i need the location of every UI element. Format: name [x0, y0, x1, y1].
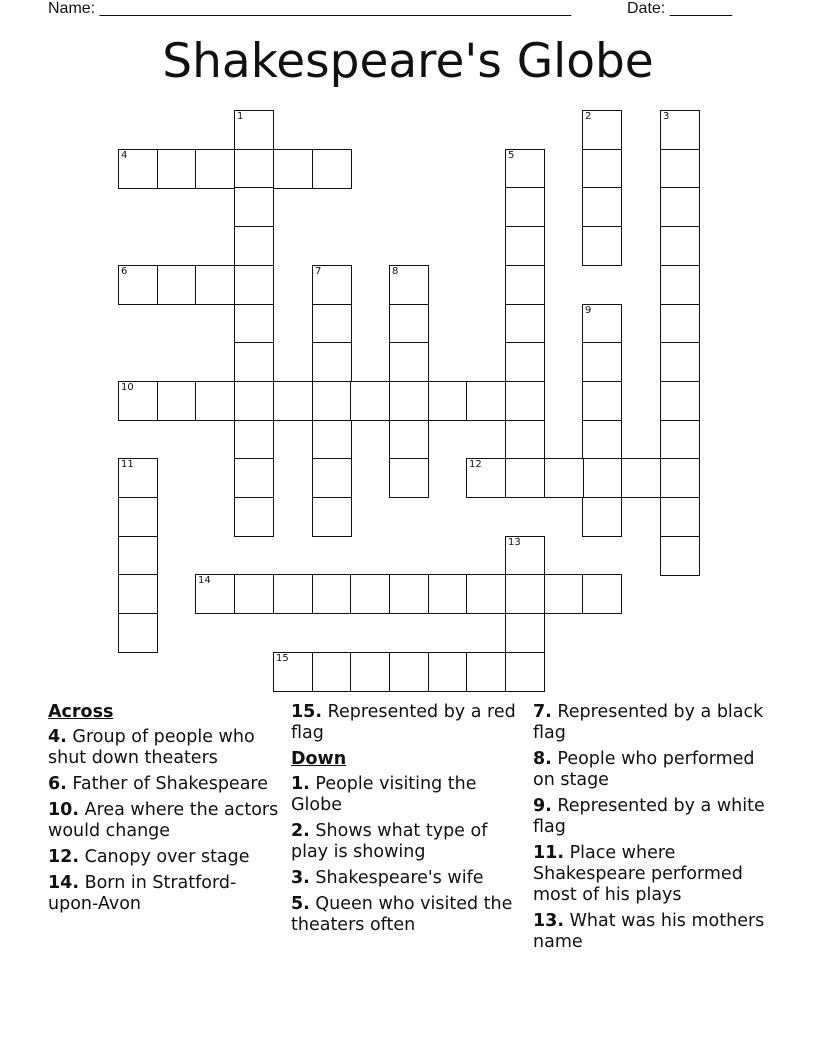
grid-cell[interactable]: [660, 497, 700, 537]
page-title: Shakespeare's Globe: [162, 34, 654, 89]
clue-across-4: 4. Group of people who shut down theaters: [48, 727, 255, 768]
clue-number: 5: [508, 150, 515, 161]
clue-number: 4: [121, 150, 128, 161]
grid-cell[interactable]: [660, 149, 700, 189]
grid-cell[interactable]: [660, 110, 700, 150]
grid-cell[interactable]: [273, 652, 313, 692]
grid-cell[interactable]: [660, 187, 700, 227]
grid-cell[interactable]: [312, 381, 352, 421]
grid-cell[interactable]: [505, 342, 545, 382]
clue-number: 6: [121, 266, 128, 277]
grid-cell[interactable]: [350, 381, 390, 421]
grid-cell[interactable]: [389, 420, 429, 460]
grid-cell[interactable]: [428, 574, 468, 614]
name-field-label[interactable]: Name: _____________________________________________________: [48, 0, 572, 17]
grid-cell[interactable]: [118, 574, 158, 614]
grid-cell[interactable]: [273, 149, 313, 189]
grid-cell[interactable]: [466, 458, 506, 498]
clue-number: 15: [276, 653, 289, 664]
grid-cell[interactable]: [234, 149, 274, 189]
clue-number: 9: [585, 305, 592, 316]
grid-cell[interactable]: [505, 149, 545, 189]
grid-cell[interactable]: [312, 342, 352, 382]
clue-number: 12: [469, 459, 482, 470]
clues-column-1: [48, 702, 286, 920]
grid-cell[interactable]: [118, 265, 158, 305]
grid-cell[interactable]: [660, 342, 700, 382]
grid-cell[interactable]: [312, 652, 352, 692]
grid-cell[interactable]: [234, 420, 274, 460]
grid-cell[interactable]: [118, 613, 158, 653]
grid-cell[interactable]: [273, 574, 313, 614]
across-heading: Across: [48, 702, 114, 722]
clue-across-14: 14. Born in Stratford-upon-Avon: [48, 873, 237, 914]
grid-cell[interactable]: [428, 652, 468, 692]
clue-number: 14: [198, 575, 211, 586]
grid-cell[interactable]: [312, 420, 352, 460]
grid-cell[interactable]: [544, 574, 584, 614]
grid-cell[interactable]: [582, 187, 622, 227]
grid-cell[interactable]: [660, 381, 700, 421]
grid-cell[interactable]: [273, 381, 313, 421]
grid-cell[interactable]: [312, 458, 352, 498]
grid-cell[interactable]: [505, 187, 545, 227]
grid-cell[interactable]: [660, 265, 700, 305]
clue-down-5: 5. Queen who visited the theaters often: [291, 894, 513, 935]
grid-cell[interactable]: [582, 458, 622, 498]
grid-cell[interactable]: [621, 458, 661, 498]
clue-number: 3: [663, 111, 670, 122]
grid-cell[interactable]: [582, 226, 622, 266]
grid-cell[interactable]: [660, 420, 700, 460]
grid-cell[interactable]: [157, 265, 197, 305]
clue-across-12: 12. Canopy over stage: [48, 847, 250, 867]
grid-cell[interactable]: [234, 304, 274, 344]
grid-cell[interactable]: [118, 381, 158, 421]
grid-cell[interactable]: [118, 536, 158, 576]
grid-cell[interactable]: [195, 574, 235, 614]
down-heading: Down: [291, 749, 347, 769]
grid-cell[interactable]: [234, 497, 274, 537]
grid-cell[interactable]: [582, 420, 622, 460]
grid-cell[interactable]: [505, 226, 545, 266]
grid-cell[interactable]: [118, 497, 158, 537]
clue-down-11: 11. Place where Shakespeare performed most of his plays: [533, 843, 743, 905]
grid-cell[interactable]: [118, 458, 158, 498]
grid-cell[interactable]: [505, 420, 545, 460]
grid-cell[interactable]: [660, 458, 700, 498]
grid-cell[interactable]: [195, 265, 235, 305]
grid-cell[interactable]: [234, 226, 274, 266]
grid-cell[interactable]: [505, 381, 545, 421]
grid-cell[interactable]: [466, 381, 506, 421]
grid-cell[interactable]: [389, 265, 429, 305]
grid-cell[interactable]: [389, 652, 429, 692]
clue-number: 8: [392, 266, 399, 277]
grid-cell[interactable]: [312, 574, 352, 614]
clue-number: 10: [121, 382, 134, 393]
grid-cell[interactable]: [234, 265, 274, 305]
grid-cell[interactable]: [350, 652, 390, 692]
grid-cell[interactable]: [660, 304, 700, 344]
clues-column-2: [291, 702, 523, 941]
grid-cell[interactable]: [195, 149, 235, 189]
grid-cell[interactable]: [234, 187, 274, 227]
grid-cell[interactable]: [582, 342, 622, 382]
clue-across-10: 10. Area where the actors would change: [48, 800, 279, 841]
grid-cell[interactable]: [118, 149, 158, 189]
grid-cell[interactable]: [582, 381, 622, 421]
grid-cell[interactable]: [234, 110, 274, 150]
grid-cell[interactable]: [466, 574, 506, 614]
grid-cell[interactable]: [195, 381, 235, 421]
clue-number: 1: [237, 111, 244, 122]
grid-cell[interactable]: [505, 652, 545, 692]
grid-cell[interactable]: [582, 497, 622, 537]
clues-column-3: [533, 702, 773, 958]
grid-cell[interactable]: [389, 574, 429, 614]
grid-cell[interactable]: [660, 226, 700, 266]
clue-down-9: 9. Represented by a white flag: [533, 796, 765, 837]
clue-number: 7: [315, 266, 322, 277]
grid-cell[interactable]: [582, 149, 622, 189]
grid-cell[interactable]: [582, 574, 622, 614]
grid-cell[interactable]: [505, 574, 545, 614]
grid-cell[interactable]: [157, 381, 197, 421]
grid-cell[interactable]: [234, 574, 274, 614]
clue-down-3: 3. Shakespeare's wife: [291, 868, 484, 888]
grid-cell[interactable]: [312, 304, 352, 344]
grid-cell[interactable]: [660, 536, 700, 576]
grid-cell[interactable]: [157, 149, 197, 189]
clue-down-7: 7. Represented by a black flag: [533, 702, 764, 743]
clue-number: 11: [121, 459, 134, 470]
grid-cell[interactable]: [505, 613, 545, 653]
grid-cell[interactable]: [505, 458, 545, 498]
grid-cell[interactable]: [312, 497, 352, 537]
clue-down-1: 1. People visiting the Globe: [291, 774, 477, 815]
clue-number: 2: [585, 111, 592, 122]
grid-cell[interactable]: [234, 458, 274, 498]
grid-cell[interactable]: [350, 574, 390, 614]
clue-across-6: 6. Father of Shakespeare: [48, 774, 268, 794]
grid-cell[interactable]: [505, 304, 545, 344]
grid-cell[interactable]: [505, 265, 545, 305]
grid-cell[interactable]: [389, 342, 429, 382]
grid-cell[interactable]: [389, 304, 429, 344]
grid-cell[interactable]: [544, 458, 584, 498]
grid-cell[interactable]: [428, 381, 468, 421]
grid-cell[interactable]: [505, 536, 545, 576]
grid-cell[interactable]: [582, 304, 622, 344]
clue-down-2: 2. Shows what type of play is showing: [291, 821, 488, 862]
clue-across-15: 15. Represented by a red flag: [291, 702, 516, 743]
clue-down-13: 13. What was his mothers name: [533, 911, 765, 952]
date-field-label[interactable]: Date: _______: [627, 0, 732, 17]
grid-cell[interactable]: [234, 381, 274, 421]
clue-number: 13: [508, 537, 521, 548]
grid-cell[interactable]: [389, 458, 429, 498]
grid-cell[interactable]: [466, 652, 506, 692]
grid-cell[interactable]: [234, 342, 274, 382]
grid-cell[interactable]: [389, 381, 429, 421]
grid-cell[interactable]: [312, 265, 352, 305]
grid-cell[interactable]: [582, 110, 622, 150]
clue-down-8: 8. People who performed on stage: [533, 749, 755, 790]
grid-cell[interactable]: [312, 149, 352, 189]
